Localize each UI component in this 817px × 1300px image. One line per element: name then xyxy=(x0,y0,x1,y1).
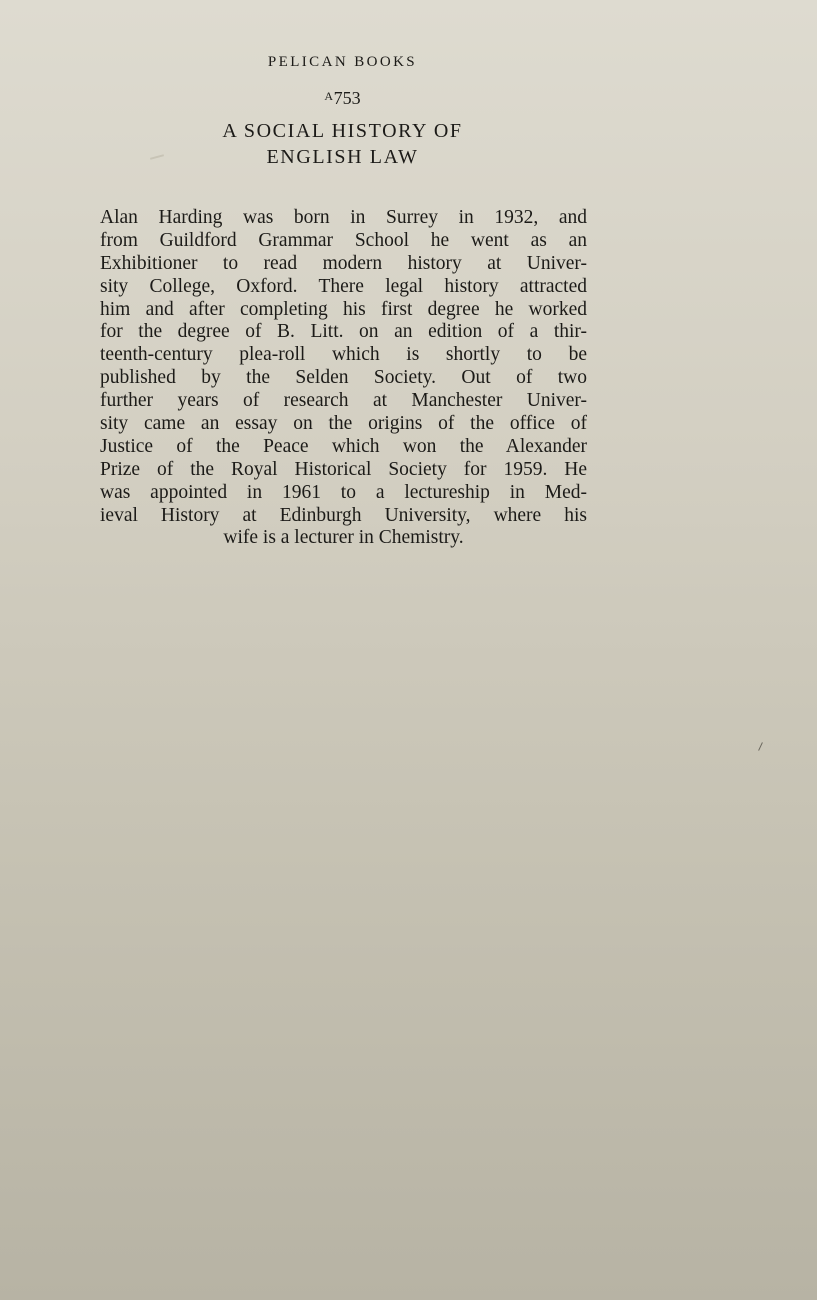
book-number-prefix: A xyxy=(324,89,334,103)
bio-line: teenth-century plea-roll which is shortly to be xyxy=(100,344,587,366)
bio-line: from Guildford Grammar School he went as an xyxy=(100,229,587,251)
bio-line: further years of research at Manchester Univer- xyxy=(100,390,587,412)
book-title-line-1: A SOCIAL HISTORY OF xyxy=(222,120,463,142)
bio-line: sity came an essay on the origins of the office of xyxy=(100,413,587,435)
bio-line: Alan Harding was born in Surrey in 1932, and xyxy=(100,207,587,228)
bio-line: Justice of the Peace which won the Alexander xyxy=(100,435,587,457)
bio-line: ieval History at Edinburgh University, where his xyxy=(100,504,587,526)
bio-line: him and after completing his first degree he worked xyxy=(100,298,587,320)
series-name: PELICAN BOOKS xyxy=(267,54,418,70)
bio-line: wife is a lecturer in Chemistry. xyxy=(223,527,464,549)
book-title-line-2: ENGLISH LAW xyxy=(266,146,419,168)
bio-line: was appointed in 1961 to a lectureship in Med- xyxy=(100,481,587,503)
bio-line: Prize of the Royal Historical Society for 1959. He xyxy=(100,458,587,480)
paper-mark xyxy=(758,742,763,751)
bio-line: Exhibitioner to read modern history at Univer- xyxy=(100,252,587,274)
bio-line: sity College, Oxford. There legal history attracted xyxy=(100,275,587,297)
book-number-digits: 753 xyxy=(333,88,361,108)
bio-line: published by the Selden Society. Out of two xyxy=(100,367,587,389)
bio-line: for the degree of B. Litt. on an edition of a thir- xyxy=(100,321,587,343)
book-number xyxy=(0,88,685,109)
author-biography xyxy=(100,207,587,550)
